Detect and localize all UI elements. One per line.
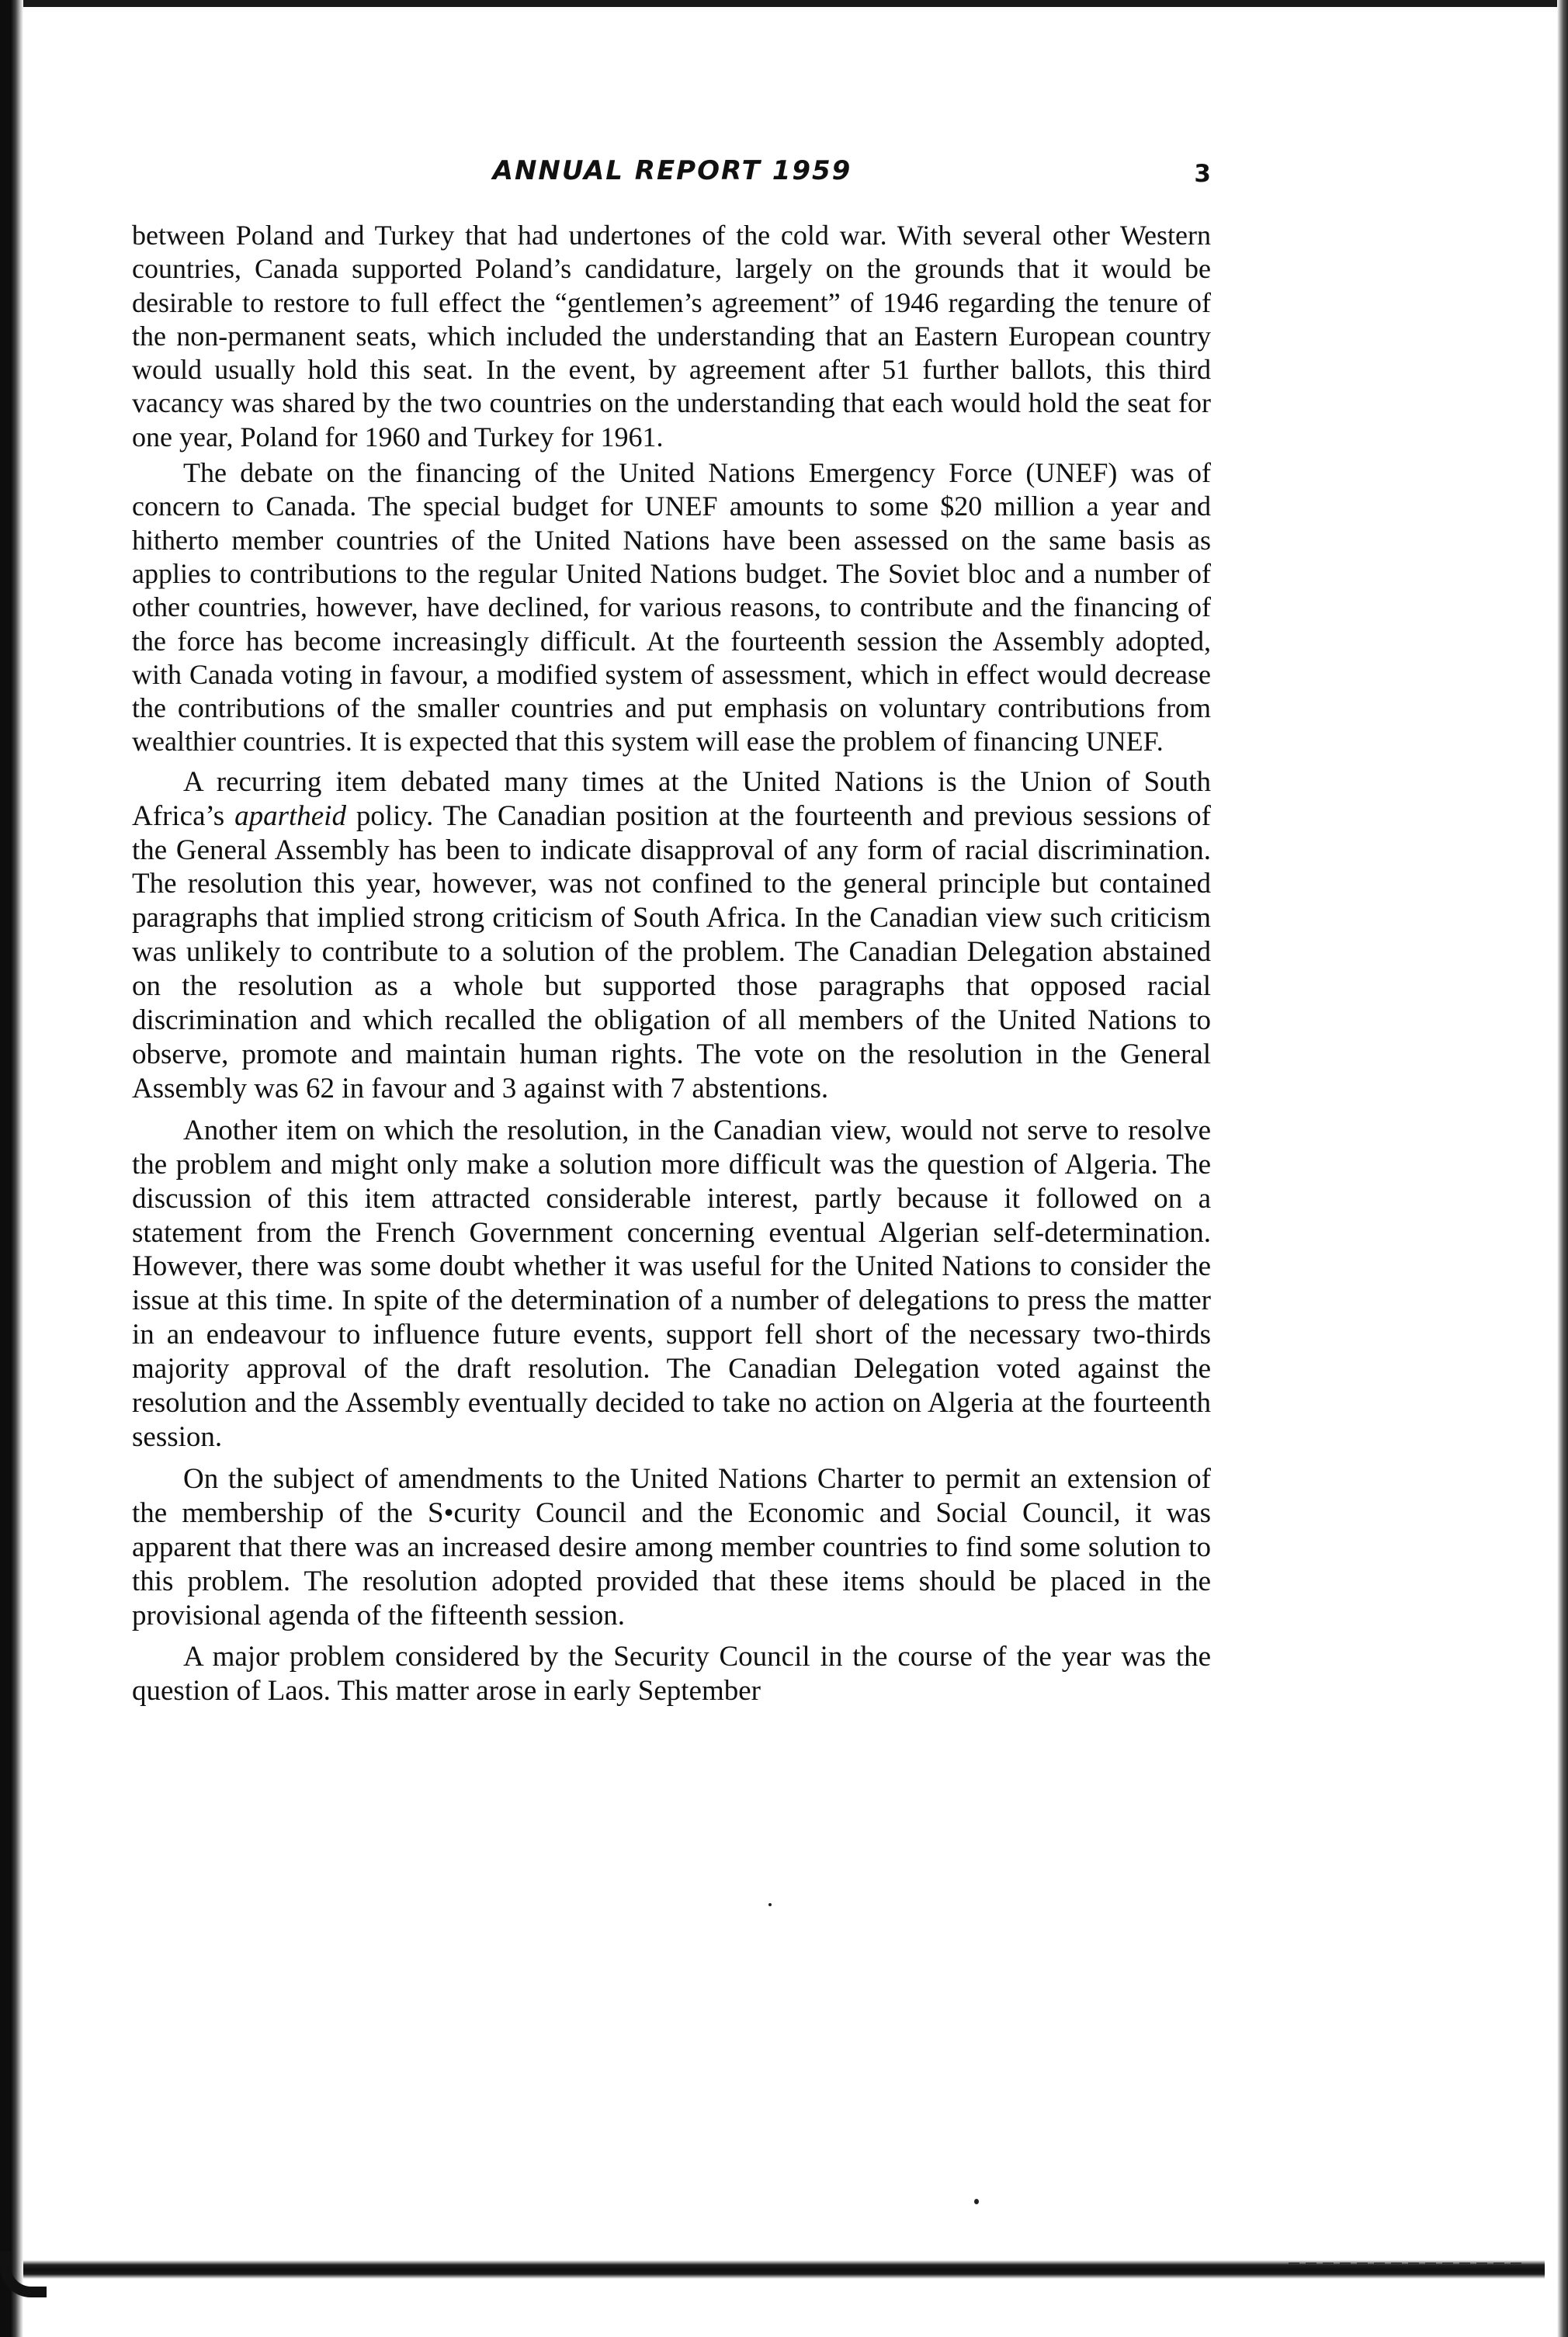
text-block <box>132 219 1211 759</box>
page-number: 3 <box>1194 160 1211 188</box>
scan-speck <box>768 1903 772 1906</box>
paragraph-continuation: between Poland and Turkey that had undertones of the cold war. With several other Western countries, Canada supported Poland’s candidature, largely on the grounds that it would be desirable to restore to full effect the “gentlemen’s agreement” of 1946 regarding the tenure of the non-permanent seats, which included the understanding that an Eastern European country would usually hold this seat. In the event, by agreement after 51 further ballots, this third vacancy was shared by the two countries on the understanding that each would hold the seat for one year, Poland for 1960 and Turkey for 1961. <box>132 220 1211 452</box>
paragraph-laos: A major problem considered by the Security Council in the course of the year was the question of Laos. This matter arose in early September <box>132 1641 1211 1708</box>
body-text <box>132 219 1211 1708</box>
paragraph-apartheid-emphasis: apartheid <box>234 799 346 832</box>
paragraph-charter-amendments: On the subject of amendments to the United Nations Charter to permit an extension of the membership of the S•curity Council and the Economic and Social Council, it was apparent that there was an increased desire among member countries to find some solution to this problem. The resolution adopted provided that these items should be placed in the provisional agenda of the fifteenth session. <box>132 1462 1211 1631</box>
running-title: ANNUAL REPORT 1959 <box>492 155 852 186</box>
scan-edge-top <box>0 0 1568 7</box>
scan-edge-left <box>0 0 23 2337</box>
scan-edge-dash <box>1289 2262 1521 2265</box>
paragraph-apartheid-lead: A recurring item debated many times at the United Nations is the Union of South Africa’s <box>132 765 1211 832</box>
paragraph-algeria: Another item on which the resolution, in the Canadian view, would not serve to resolve the problem and might only make a solution more difficult was the question of Algeria. The discussion of this item attracted considerable interest, partly because it followed on a statement from the French Government concerning eventual Algerian self-determination. However, there was some doubt whether it was useful for the United Nations to consider the issue at this time. In spite of the determination of a number of delegations to press the matter in an endeavour to influence future events, support fell short of the necessary two-thirds majority approval of the draft resolution. The Canadian Delegation voted against the resolution and the Assembly eventually decided to take no action on Algeria at the fourteenth session. <box>132 1114 1211 1453</box>
scan-speck <box>974 2199 979 2204</box>
paragraph-unef-financing: The debate on the financing of the United Nations Emergency Force (UNEF) was of concern to Canada. The special budget for UNEF amounts to some $20 million a year and hitherto member countries of the United Nations have been assessed on the same basis as applies to contributions to the regular United Nations budget. The Soviet bloc and a number of other countries, however, have declined, for various reasons, to contribute and the financing of the force has become increasingly difficult. At the fourteenth session the Assembly adopted, with Canada voting in favour, a modified system of assessment, which in effect would decrease the contributions of the smaller countries and put emphasis on voluntary contributions from wealthier countries. It is expected that this system will ease the problem of financing UNEF. <box>132 457 1211 758</box>
paragraph-apartheid <box>132 765 1211 1106</box>
scan-edge-right <box>1557 0 1568 2337</box>
text-block <box>132 765 1211 1708</box>
running-header <box>134 155 1211 194</box>
paragraph-apartheid-rest: policy. The Canadian position at the fourteenth and previous sessions of the General Assembly has been to indicate disapproval of any form of racial discrimination. The resolution this year, however, was not confined to the general principle but contained paragraphs that implied strong criticism of South Africa. In the Canadian view such criticism was unlikely to contribute to a solution of the problem. The Canadian Delegation abstained on the resolution as a whole but supported those paragraphs that opposed racial discrimination and which recalled the obligation of all members of the United Nations to observe, promote and maintain human rights. The vote on the resolution in the General Assembly was 62 in favour and 3 against with 7 abstentions. <box>132 799 1211 1104</box>
